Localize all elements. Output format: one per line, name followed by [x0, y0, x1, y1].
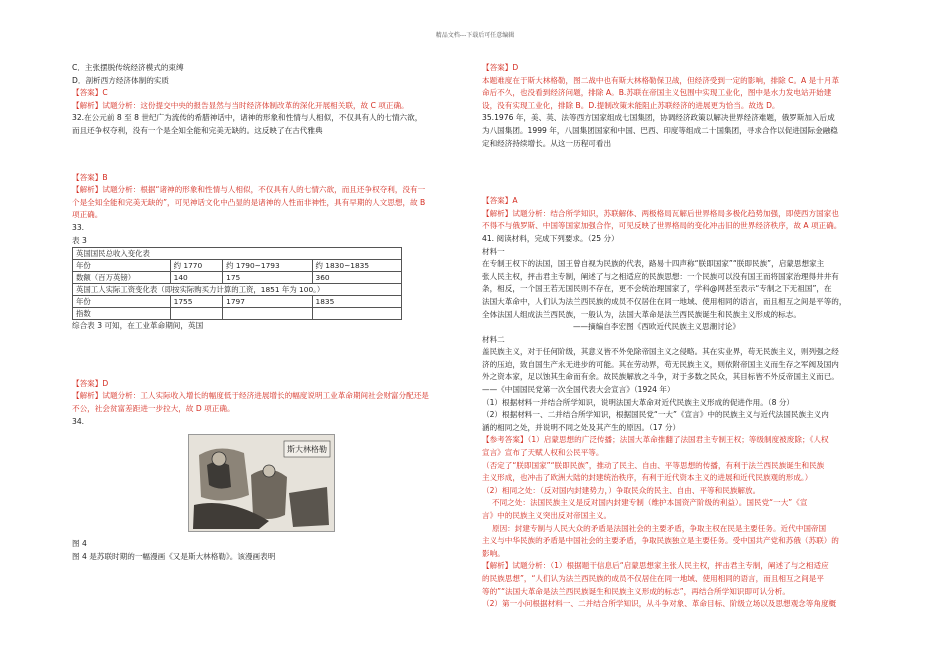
question-41-2-line2: 涵的相同之处，并说明不同之处及其产生的原因。（17 分）: [482, 422, 681, 432]
table-title: 英国国民总收入变化表: [73, 248, 402, 260]
material-1-line2: 张人民主权，抨击君主专制，阐述了与之相适应的民族思想：一个民族可以没有国王而将国家治理得井井有: [482, 271, 839, 281]
analysis-41-line3: 等的”“法国大革命是法兰西民族诞生和民族主义形成的标志”，再结合所学知识即可认分析。: [482, 586, 790, 596]
figure-label: 图 4: [72, 539, 87, 549]
reference-answer-line6: 不同之处：法国民族主义是反对国内封建专制（维护本国资产阶级的利益）。国民党“一大”《宣: [492, 498, 808, 508]
analysis-41-line2: 的民族思想”，“人们认为法兰西民族的成员不仅居住在同一地域、使用相同的语言，而且相互之间是平: [482, 573, 824, 583]
reference-answer-line1: 【参考答案】（1）启蒙思想的广泛传播；法国大革命推翻了法国君主专制王权；等级制度被废除；《人权: [482, 435, 829, 445]
table-row: 年份 1755 1797 1835: [73, 296, 402, 308]
reference-answer-line5: （2）相同之处：（反对国内封建势力，）争取民众的民主、自由、平等和民族解放。: [482, 485, 761, 495]
reference-answer-line3: （否定了“朕即国家”“朕即民族”，推动了民主、自由、平等思想的传播，有利于法兰西民族诞生和民族: [482, 460, 825, 470]
answer-33: 【答案】D: [72, 378, 109, 388]
material-2-line3: 外之资本家，足以蚀其生命而有余。故民族解放之斗争，对于多数之民众，其目标皆不外反帝国主义而已。: [482, 372, 839, 382]
income-table: [72, 247, 402, 320]
table-row: 年份 约 1770 约 1790~1793 约 1830~1835: [73, 260, 402, 272]
reference-answer-line7: 言》中的民族主义突出反对帝国主义。: [482, 511, 612, 520]
question-32-line2: 而且还争权夺利，没有一个是全知全能和完美无缺的。这反映了在古代雅典: [72, 125, 323, 135]
left-column: [72, 62, 442, 563]
analysis-34-line2: 命后不久，也没看到经济问题，排除 A。B.苏联在帝国主义包围中实现工业化，图中是水力发电站开始建: [482, 88, 832, 98]
material-2-title: 材料二: [482, 334, 505, 344]
material-1-title: 材料一: [482, 246, 505, 256]
material-2-line2: 济的压迫，致自国生产永无进步的可能。其在劳动界，苟无民族主义，则依附帝国主义而生存之军阀及国内: [482, 359, 839, 369]
material-1-source: ——摘编自李宏图《西欧近代民族主义思潮讨论》: [572, 322, 740, 332]
reference-answer-line2: 宣言》宣布了天赋人权和公民平等。: [482, 448, 604, 458]
analysis-32-line3: 项正确。: [72, 210, 103, 220]
analysis-41-line4: （2）第一小问根据材料一、二并结合所学知识，从斗争对象、革命目标、阶级立场以及思想观念等角度概: [482, 599, 837, 609]
analysis-34-line1: 本题难度在于斯大林格勒，图二战中也有斯大林格勒保卫战，但经济受到一定的影响，排除 C。A 是十月革: [482, 75, 840, 85]
answer-31: 【答案】C: [72, 88, 108, 98]
right-column: [482, 62, 860, 611]
analysis-31: 【解析】试题分析：这份提交中央的报告显然与当时经济体制改革的深化开展相关联，故 C 项正确。: [72, 100, 409, 110]
question-41-1: （1）根据材料一并结合所学知识，说明法国大革命对近代民族主义形成的促进作用。（8 分）: [482, 397, 795, 407]
option-c: C．主张摆脱传统经济模式的束缚: [72, 63, 184, 72]
question-33-number: 33.: [72, 222, 85, 232]
analysis-33-line2: 不公，社会贫富差距进一步拉大，故 D 项正确。: [72, 403, 235, 413]
wage-table-title: 英国工人实际工资变化表（即按实际购买力计算的工资，1851 年为 100。）: [73, 284, 402, 296]
analysis-34-line3: 设，没有实现工业化，排除 B。D.提制改策未能阻止苏联经济的进展更为恰当。故选 D。: [482, 100, 780, 110]
question-33-text: 综合表 3 可知，在工业革命期间，英国: [72, 321, 204, 331]
table-row: 数额（百万英镑） 140 175 360: [73, 272, 402, 284]
cartoon-image: [188, 434, 335, 532]
analysis-35-line2: 不得不与俄罗斯、中国等国家加强合作，可见反映了世界格局的变化冲击旧的世界经济秩序，故 A 项正确。: [482, 221, 842, 231]
question-35-line1: 35.1976 年，美、英、法等西方国家组成七国集团，协调经济政策以解决世界经济难题，俄罗斯加入后成: [482, 113, 835, 123]
analysis-33-line1: 【解析】试题分析：工人实际收入增长的幅度低于经济进展增长的幅度说明工业革命期间社会财富分配还是: [72, 391, 429, 401]
answer-32: 【答案】B: [72, 172, 108, 182]
option-d: D．剖析西方经济体制的实质: [72, 75, 169, 85]
cartoon-drawing: [189, 435, 334, 531]
material-1-line4: 法国大革命中，人们认为法兰西民族的成员不仅居住在同一地域、使用相同的语言，而且相互之间是平等的，: [482, 296, 847, 306]
analysis-32-line2: 个是全知全能和完美无缺的”，可见神话文化中凸显的是诸神的人性而非神性，具有早期的人文思想，故 B: [72, 197, 426, 207]
material-2-line1: 盖民族主义，对于任何阶级，其意义皆不外免除帝国主义之侵略。其在实业界，苟无民族主义，则列强之经: [482, 347, 839, 357]
table-label: 表 3: [72, 235, 87, 245]
reference-answer-line4: 主义形成，也冲击了欧洲大陆的封建统治秩序，有利于近代资本主义的进展和近代民族观的形成。）: [482, 473, 813, 483]
question-35-line3: 定和经济持续增长。从这一历程可看出: [482, 138, 612, 148]
page-header: 精品文档---下载后可任意编辑: [435, 32, 515, 39]
reference-answer-line10: 影响。: [482, 548, 505, 558]
analysis-32-line1: 【解析】试题分析：根据“诸神的形象和性情与人相似，不仅具有人的七情六欲，而且还争权夺利，没有一: [72, 185, 426, 195]
question-41: 41. 阅读材料，完成下列要求。（25 分）: [482, 233, 619, 243]
analysis-41-line1: 【解析】试题分析：（1）根据题干信息后“启蒙思想家主张人民主权，抨击君主专制，阐述了与之相适应: [482, 561, 829, 571]
cartoon-caption: 斯大林格勒: [287, 445, 327, 455]
material-1-line5: 全体法国人组成法兰西民族，一般认为，法国大革命是法兰西民族诞生和民族主义形成的标志。: [482, 309, 801, 319]
reference-answer-line8: 原因：封建专制与人民大众的矛盾是法国社会的主要矛盾，争取主权在民是主要任务。近代中国帝国: [492, 523, 827, 533]
answer-35: 【答案】A: [482, 196, 518, 206]
reference-answer-line9: 主义与中华民族的矛盾是中国社会的主要矛盾，争取民族独立是主要任务。受中国共产党和苏俄（苏联）的: [482, 536, 839, 546]
material-2-source: ——《中国国民党第一次全国代表大会宣言》（1924 年）: [482, 385, 675, 395]
material-1-line1: 在专制王权下的法国，国王曾自视为民族的代表，路易十四声称“朕即国家”“朕即民族”，启蒙思想家主: [482, 259, 825, 269]
question-34-number: 34.: [72, 416, 85, 426]
analysis-35-line1: 【解析】试题分析：结合所学知识，苏联解体、两极格局瓦解后世界格局多极化趋势加强，即使西方国家也: [482, 208, 839, 218]
question-35-line2: 为八国集团。1999 年，八国集团国家和中国、巴西、印度等组成二十国集团，寻求合作以促进国际金融稳: [482, 125, 838, 135]
question-41-2-line1: （2）根据材料一、二并结合所学知识，根据国民党“一大”《宣言》中的民族主义与近代法国民族主义内: [482, 410, 829, 420]
material-1-line3: 条，相反，一个国王若无国民则不存在，更不会统治理国家了，学科@网甚至表示“专制之下无祖国”，在: [482, 284, 832, 294]
table-row: 指数: [73, 308, 402, 320]
figure-caption: 图 4 是苏联时期的一幅漫画《又是斯大林格勒》。该漫画表明: [72, 551, 276, 561]
answer-34: 【答案】D: [482, 63, 519, 72]
question-32-line1: 32.在公元前 8 至 8 世纪广为流传的希腊神话中，诸神的形象和性情与人相似，不仅具有人的七情六欲，: [72, 113, 423, 123]
